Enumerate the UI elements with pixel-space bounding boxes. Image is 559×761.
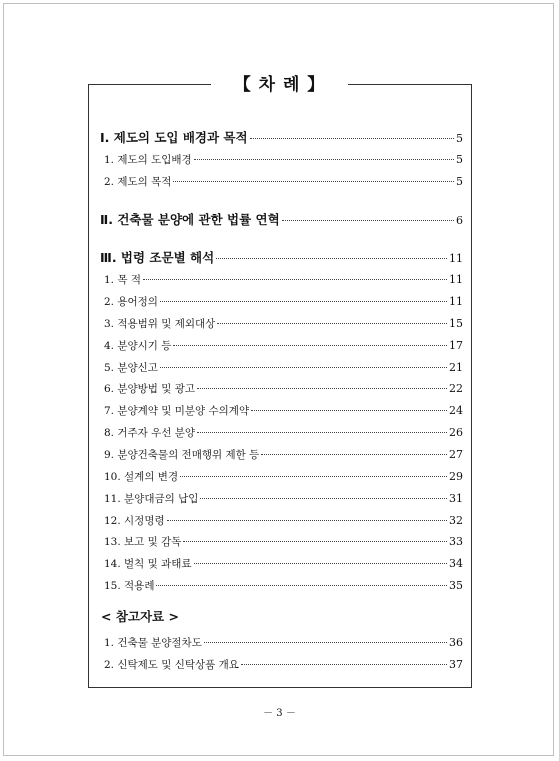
dot-leader <box>143 279 447 280</box>
dot-leader <box>173 345 447 346</box>
toc-item-label: 8. 거주자 우선 분양 <box>104 427 196 439</box>
toc-item-label: 3. 적용범위 및 제외대상 <box>104 318 216 330</box>
toc-title: 【 차 례 】 <box>211 70 348 100</box>
toc-page-number: 26 <box>449 426 463 439</box>
dot-leader <box>200 498 447 499</box>
toc-item[interactable] <box>104 447 463 462</box>
toc-item[interactable] <box>104 360 463 375</box>
toc-item[interactable] <box>104 534 463 549</box>
toc-page-number: 34 <box>449 557 463 570</box>
dot-leader <box>194 159 454 160</box>
toc-page-number: 32 <box>449 514 463 527</box>
toc-item[interactable] <box>104 152 463 167</box>
toc-item[interactable] <box>104 294 463 309</box>
dot-leader <box>160 367 447 368</box>
dot-leader <box>183 541 447 542</box>
dot-leader <box>194 563 447 564</box>
toc-item-label: 6. 분양방법 및 광고 <box>104 383 196 395</box>
toc-item-label: 1. 목 적 <box>104 274 141 286</box>
toc-page-number: 15 <box>449 317 463 330</box>
toc-item[interactable] <box>104 556 463 571</box>
dot-leader <box>241 664 447 665</box>
toc-item-label: 14. 벌칙 및 과태료 <box>104 558 192 570</box>
dot-leader <box>216 258 447 259</box>
dot-leader <box>160 301 447 302</box>
toc-item-label: 9. 분양건축물의 전매행위 제한 등 <box>104 449 260 461</box>
toc-item-label: 7. 분양계약 및 미분양 수의계약 <box>104 405 250 417</box>
toc-item-label: 12. 시정명령 <box>104 515 165 527</box>
dot-leader <box>197 388 447 389</box>
toc-item[interactable] <box>104 657 463 672</box>
toc-chapter-label: Ⅰ. 제도의 도입 배경과 목적 <box>100 130 248 145</box>
toc-item[interactable] <box>104 513 463 528</box>
toc-page-number: 27 <box>449 448 463 461</box>
dot-leader <box>217 323 447 324</box>
toc-item-label: 2. 제도의 목적 <box>104 176 172 188</box>
toc-page-number: 21 <box>449 361 463 374</box>
dot-leader <box>167 520 447 521</box>
toc-page-number: 33 <box>449 535 463 548</box>
toc-item[interactable] <box>104 174 463 189</box>
toc-page-number: 22 <box>449 382 463 395</box>
dot-leader <box>156 585 447 586</box>
references-heading: < 참고자료 > <box>101 609 179 624</box>
toc-page-number: 11 <box>449 252 463 265</box>
page-number: － 3 － <box>263 708 296 719</box>
dot-leader <box>197 432 447 433</box>
toc-item[interactable] <box>104 338 463 353</box>
toc-item[interactable] <box>104 381 463 396</box>
dot-leader <box>180 476 447 477</box>
toc-item-label: 1. 제도의 도입배경 <box>104 154 192 166</box>
dot-leader <box>250 138 454 139</box>
toc-item[interactable] <box>104 403 463 418</box>
toc-item-label: 1. 건축물 분양절차도 <box>104 637 202 649</box>
toc-page-number: 36 <box>449 636 463 649</box>
toc-page-number: 11 <box>449 273 463 286</box>
toc-page-number: 24 <box>449 404 463 417</box>
toc-item-label: 10. 설계의 변경 <box>104 471 179 483</box>
toc-item[interactable] <box>104 469 463 484</box>
dot-leader <box>282 220 454 221</box>
toc-item[interactable] <box>104 272 463 287</box>
toc-chapter-1[interactable] <box>100 128 463 146</box>
toc-item[interactable] <box>104 635 463 650</box>
toc-item[interactable] <box>104 578 463 593</box>
toc-item[interactable] <box>104 491 463 506</box>
toc-page-number: 17 <box>449 339 463 352</box>
toc-item-label: 11. 분양대금의 납입 <box>104 493 199 505</box>
dot-leader <box>261 454 447 455</box>
toc-chapter-3[interactable] <box>100 248 463 266</box>
dot-leader <box>204 642 447 643</box>
toc-item-label: 13. 보고 및 감독 <box>104 536 182 548</box>
toc-item-label: 2. 신탁제도 및 신탁상품 개요 <box>104 659 239 671</box>
toc-page-number: 6 <box>456 214 463 227</box>
toc-chapter-2[interactable] <box>100 210 463 228</box>
toc-page-number: 31 <box>449 492 463 505</box>
toc-item[interactable] <box>104 425 463 440</box>
toc-item-label: 5. 분양신고 <box>104 362 158 374</box>
toc-page-number: 37 <box>449 658 463 671</box>
toc-page-number: 5 <box>456 132 463 145</box>
toc-page-number: 5 <box>456 153 463 166</box>
toc-page-number: 35 <box>449 579 463 592</box>
toc-chapter-label: Ⅱ. 건축물 분양에 관한 법률 연혁 <box>100 212 280 227</box>
toc-item-label: 4. 분양시기 등 <box>104 340 172 352</box>
toc-chapter-label: Ⅲ. 법령 조문별 해석 <box>100 250 215 265</box>
toc-item[interactable] <box>104 316 463 331</box>
dot-leader <box>173 181 454 182</box>
toc-item-label: 2. 용어정의 <box>104 296 158 308</box>
dot-leader <box>251 410 447 411</box>
toc-page-number: 5 <box>456 175 463 188</box>
toc-item-label: 15. 적용례 <box>104 580 155 592</box>
toc-page-number: 29 <box>449 470 463 483</box>
toc-page-number: 11 <box>449 295 463 308</box>
